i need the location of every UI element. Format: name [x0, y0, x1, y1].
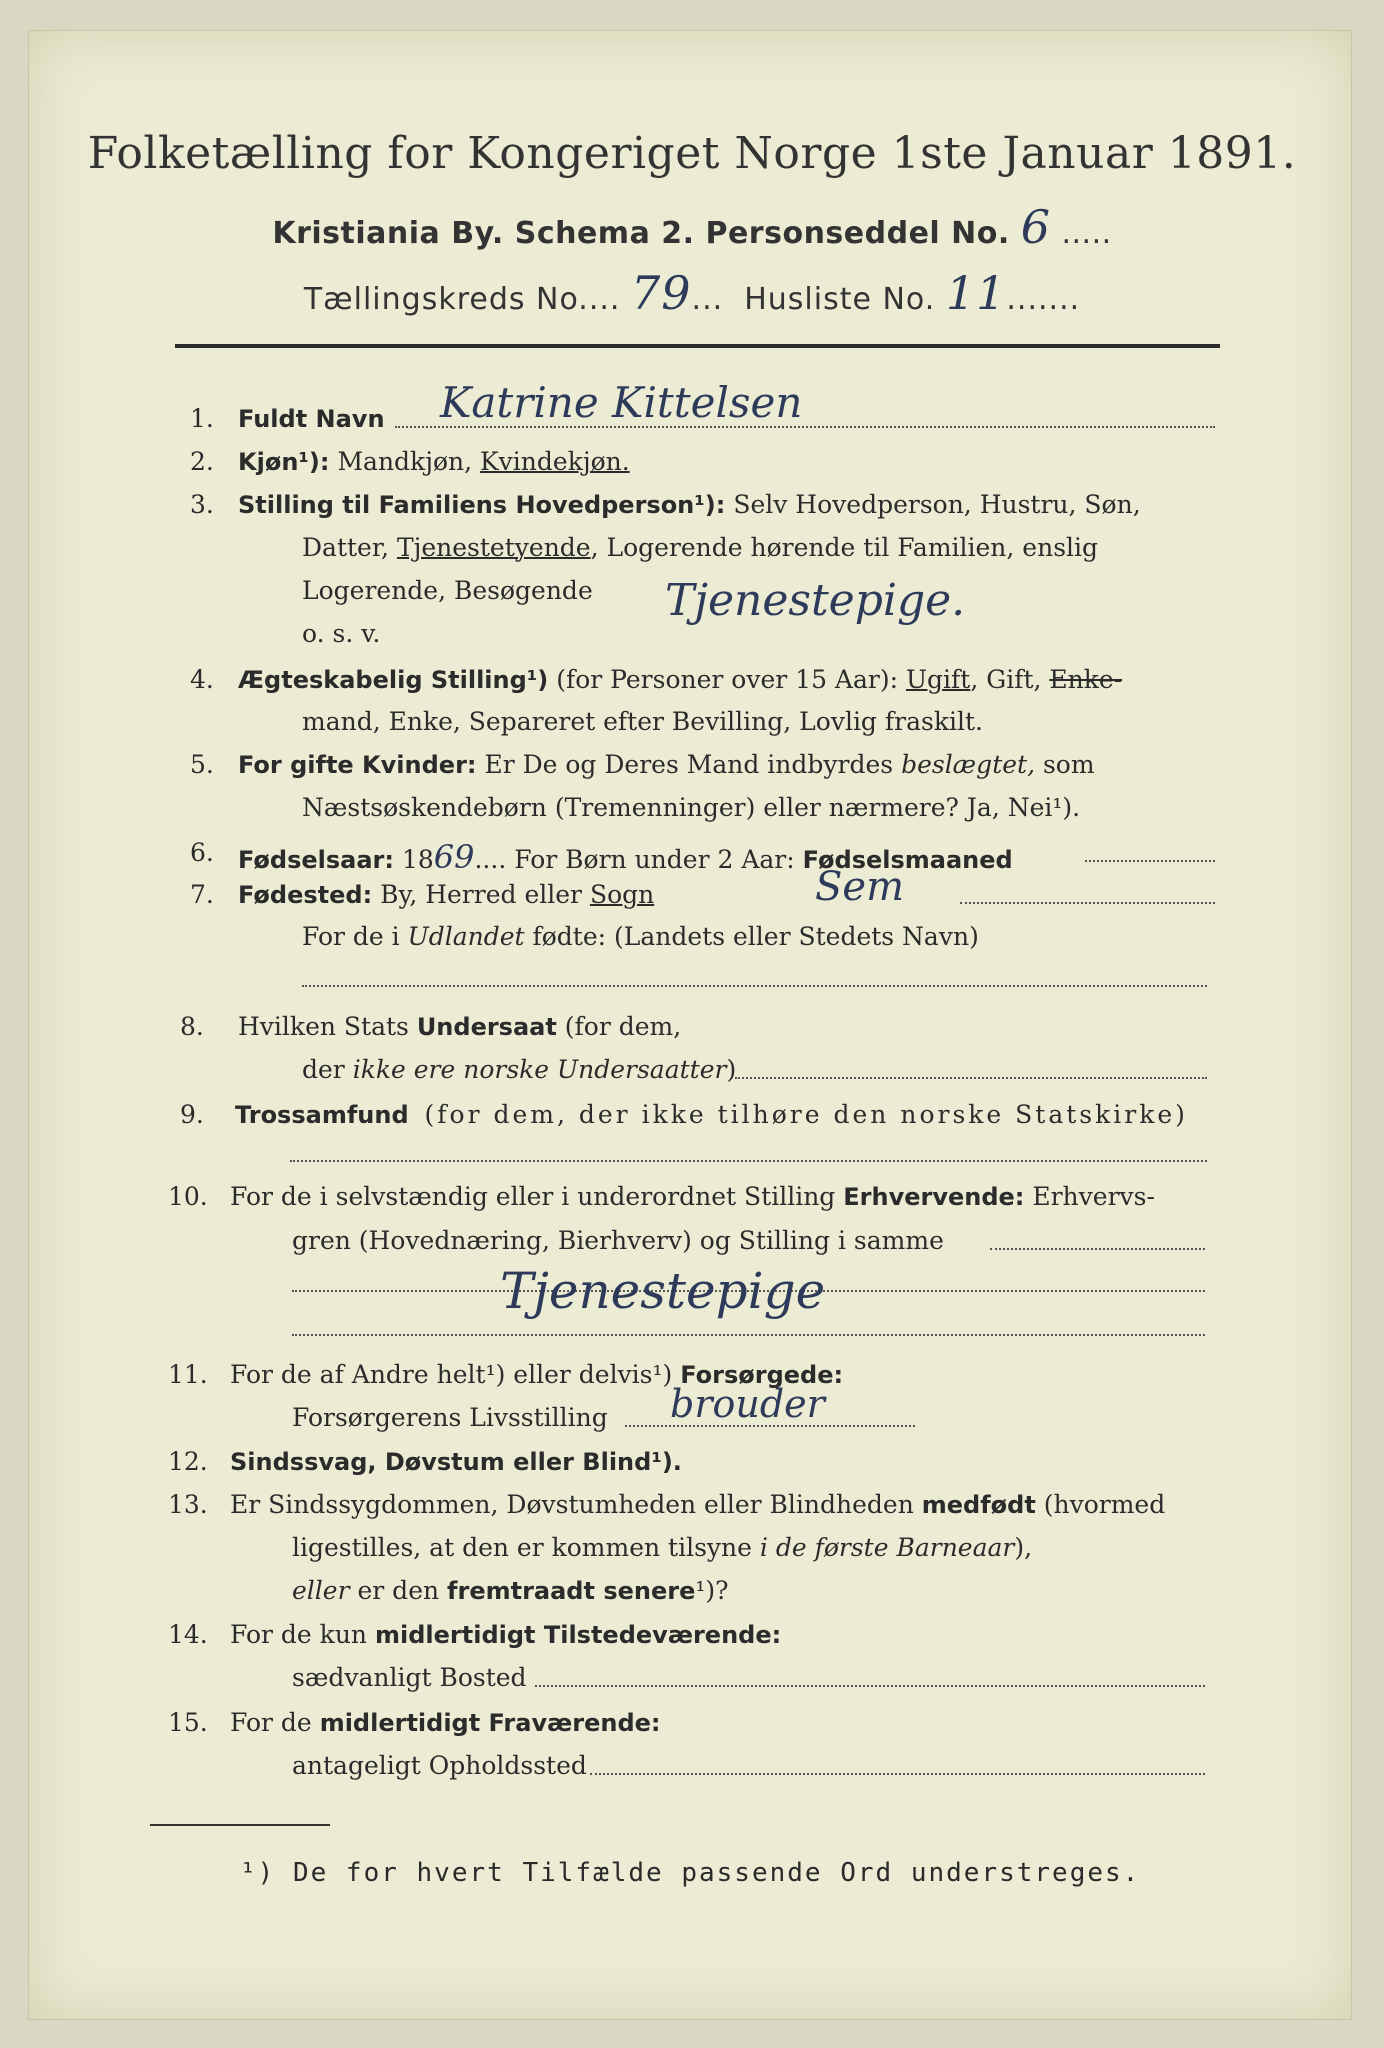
q6-rest-bold: Fødselsmaaned — [802, 846, 1013, 874]
q15-line2: antageligt Opholdssted — [292, 1751, 587, 1780]
q11-number: 11. — [168, 1360, 208, 1389]
q5-italic: beslægtet, — [901, 750, 1036, 779]
q3-line2 — [302, 533, 1098, 562]
q4-text1: (for Personer over 15 Aar): — [556, 665, 906, 694]
q3-line4: o. s. v. — [302, 619, 381, 648]
q9-dots — [290, 1160, 1207, 1162]
q6-dots — [1085, 860, 1215, 862]
footnote-rule — [150, 1824, 330, 1826]
q13-line3 — [292, 1576, 729, 1605]
personseddel-number: 6 — [1020, 200, 1051, 254]
q11-text1a: For de af Andre helt¹) eller delvis¹) — [230, 1360, 681, 1389]
q4-line1 — [238, 665, 1122, 694]
q4-line2: mand, Enke, Separeret efter Bevilling, Lovlig fraskilt. — [302, 707, 983, 736]
q10-dots3 — [292, 1334, 1205, 1336]
q2-text: Mandkjøn, — [337, 447, 480, 476]
q13-bold: medfødt — [921, 1491, 1036, 1519]
q9-label: Trossamfund — [235, 1101, 409, 1129]
q12-line — [230, 1447, 682, 1476]
q1-answer: Katrine Kittelsen — [440, 378, 803, 427]
q7-line2 — [302, 922, 979, 951]
q8-dots — [735, 1077, 1207, 1079]
q13-text1c: (hvormed — [1035, 1490, 1166, 1519]
q5-text1: Er De og Deres Mand indbyrdes — [484, 750, 902, 779]
q9-line — [235, 1100, 1188, 1129]
q6-line: Fødselsaar: 1869.... For Børn under 2 Aar: Fødselsmaaned — [238, 838, 1013, 876]
q4-label: Ægteskabelig Stilling¹) — [238, 666, 549, 694]
header-rule — [175, 344, 1220, 348]
q1-label-text: Fuldt Navn — [238, 405, 385, 433]
q7-text2a: For de i — [302, 922, 408, 951]
husliste-label: Husliste No. — [744, 282, 936, 317]
q5-line1 — [238, 750, 1095, 779]
q8-text1a: Hvilken Stats — [238, 1012, 417, 1041]
q2-number: 2. — [190, 447, 214, 476]
q7-underlined: Sogn — [589, 880, 655, 909]
husliste-number: 11 — [945, 266, 1007, 320]
q3-line1 — [238, 490, 1141, 519]
q3-label: Stilling til Familiens Hovedperson¹): — [238, 491, 726, 519]
q6-label: Fødselsaar: — [238, 846, 394, 874]
q3-answer: Tjenestepige. — [665, 575, 966, 626]
q4-number: 4. — [190, 665, 214, 694]
q14-line2: sædvanligt Bosted — [292, 1663, 527, 1692]
q13-bold2: fremtraadt senere — [447, 1577, 696, 1605]
q11-answer: brouder — [670, 1382, 825, 1426]
q7-text2b: fødte: (Landets eller Stedets Navn) — [524, 922, 979, 951]
q15-text1a: For de — [230, 1708, 320, 1737]
q10-line1 — [230, 1182, 1155, 1211]
q1-label — [238, 404, 385, 433]
q7-italic: Udlandet — [407, 922, 525, 951]
q5-number: 5. — [190, 750, 214, 779]
q2-underlined: Kvindekjøn. — [480, 447, 630, 476]
q2-label: Kjøn¹): — [238, 448, 330, 476]
q12-text: Sindssvag, Døvstum eller Blind¹). — [230, 1448, 682, 1476]
q4-struck: Enke- — [1049, 665, 1123, 694]
q7-answer: Sem — [815, 864, 905, 910]
q6-rest: For Børn under 2 Aar: — [514, 845, 803, 874]
q10-text1c: Erhvervs- — [1024, 1182, 1155, 1211]
q13-text2b: ), — [1014, 1533, 1033, 1562]
q14-line1 — [230, 1620, 781, 1649]
footnote: ¹) De for hvert Tilfælde passende Ord understreges. — [240, 1858, 1141, 1888]
q3-text2b: , Logerende hørende til Familien, enslig — [590, 533, 1099, 562]
q14-bold: midlertidigt Tilstedeværende: — [374, 1621, 782, 1649]
q15-dots — [590, 1773, 1205, 1775]
q7-number: 7. — [190, 880, 214, 909]
form-district-line: Tællingskreds No.... 79... Husliste No. 11....... — [303, 266, 1081, 320]
q10-number: 10. — [168, 1182, 208, 1211]
q8-text2b: ) — [726, 1055, 737, 1084]
q9-text: (for dem, der ikke tilhøre den norske Statskirke) — [424, 1100, 1188, 1129]
q8-line1 — [238, 1012, 681, 1041]
q13-text3a: er den — [349, 1576, 448, 1605]
q10-answer: Tjenestepige — [500, 1262, 826, 1320]
q10-text1a: For de i selvstændig eller i underordnet Stilling — [230, 1182, 844, 1211]
q10-line2: gren (Hovednæring, Bierhverv) og Stilling i samme — [292, 1226, 944, 1255]
q8-text1c: (for dem, — [556, 1012, 682, 1041]
form-subtitle: Kristiania By. Schema 2. Personseddel No. 6 ..... — [272, 200, 1112, 254]
q12-number: 12. — [168, 1447, 208, 1476]
q3-text2a: Datter, — [302, 533, 397, 562]
q3-line3: Logerende, Besøgende — [302, 576, 593, 605]
q15-line1 — [230, 1708, 661, 1737]
q11-bold: Forsørgede: — [680, 1361, 844, 1389]
q2-line — [238, 447, 630, 476]
q7-dots2 — [302, 985, 1207, 987]
kreds-number: 79 — [631, 266, 692, 320]
q9-number: 9. — [180, 1100, 204, 1129]
q7-dots — [960, 902, 1215, 904]
q13-text1a: Er Sindssygdommen, Døvstumheden eller Blindheden — [230, 1490, 922, 1519]
q14-dots — [535, 1685, 1205, 1687]
form-title: Folketælling for Kongeriget Norge 1ste Januar 1891. — [87, 128, 1297, 179]
kreds-label: Tællingskreds No. — [303, 282, 589, 317]
form-subtitle-text: Kristiania By. Schema 2. Personseddel No. — [272, 216, 1010, 251]
q5-text1b: som — [1035, 750, 1095, 779]
q14-number: 14. — [168, 1620, 208, 1649]
q10-bold: Erhvervende: — [843, 1183, 1025, 1211]
q13-number: 13. — [168, 1490, 208, 1519]
census-form-sheet — [28, 30, 1352, 2020]
q15-bold: midlertidigt Fraværende: — [319, 1709, 661, 1737]
q6-number: 6. — [190, 838, 214, 867]
q6-answer: 69 — [433, 838, 475, 876]
q7-line1 — [238, 880, 654, 909]
q10-dots1 — [990, 1248, 1205, 1250]
q7-label: Fødested: — [238, 881, 373, 909]
q13-line2 — [292, 1533, 1032, 1562]
q14-text1a: For de kun — [230, 1620, 375, 1649]
q13-text2a: ligestilles, at den er kommen tilsyne — [292, 1533, 760, 1562]
q4-text1b: , Gift, — [970, 665, 1050, 694]
q8-line2 — [302, 1055, 736, 1084]
q3-underlined: Tjenestetyende — [396, 533, 591, 562]
q11-line2: Forsørgerens Livsstilling — [292, 1403, 608, 1432]
q13-line1 — [230, 1490, 1165, 1519]
q4-underlined: Ugift — [905, 665, 971, 694]
q7-text1: By, Herred eller — [380, 880, 590, 909]
q8-italic: ikke ere norske Undersaatter — [352, 1055, 727, 1084]
q3-number: 3. — [190, 490, 214, 519]
q13-italic: i de første Barneaar — [759, 1533, 1015, 1562]
q5-label: For gifte Kvinder: — [238, 751, 477, 779]
q6-prefix: 18 — [401, 845, 434, 874]
q1-number: 1. — [190, 404, 214, 433]
q5-line2: Næstsøskendebørn (Tremenninger) eller nærmere? Ja, Nei¹). — [302, 793, 1081, 822]
q8-number: 8. — [180, 1012, 204, 1041]
q13-italic2: eller — [292, 1576, 350, 1605]
q15-number: 15. — [168, 1708, 208, 1737]
q8-text2a: der — [302, 1055, 353, 1084]
q8-bold: Undersaat — [416, 1013, 557, 1041]
q13-text3c: ¹)? — [695, 1576, 729, 1605]
q3-text1: Selv Hovedperson, Hustru, Søn, — [733, 490, 1141, 519]
